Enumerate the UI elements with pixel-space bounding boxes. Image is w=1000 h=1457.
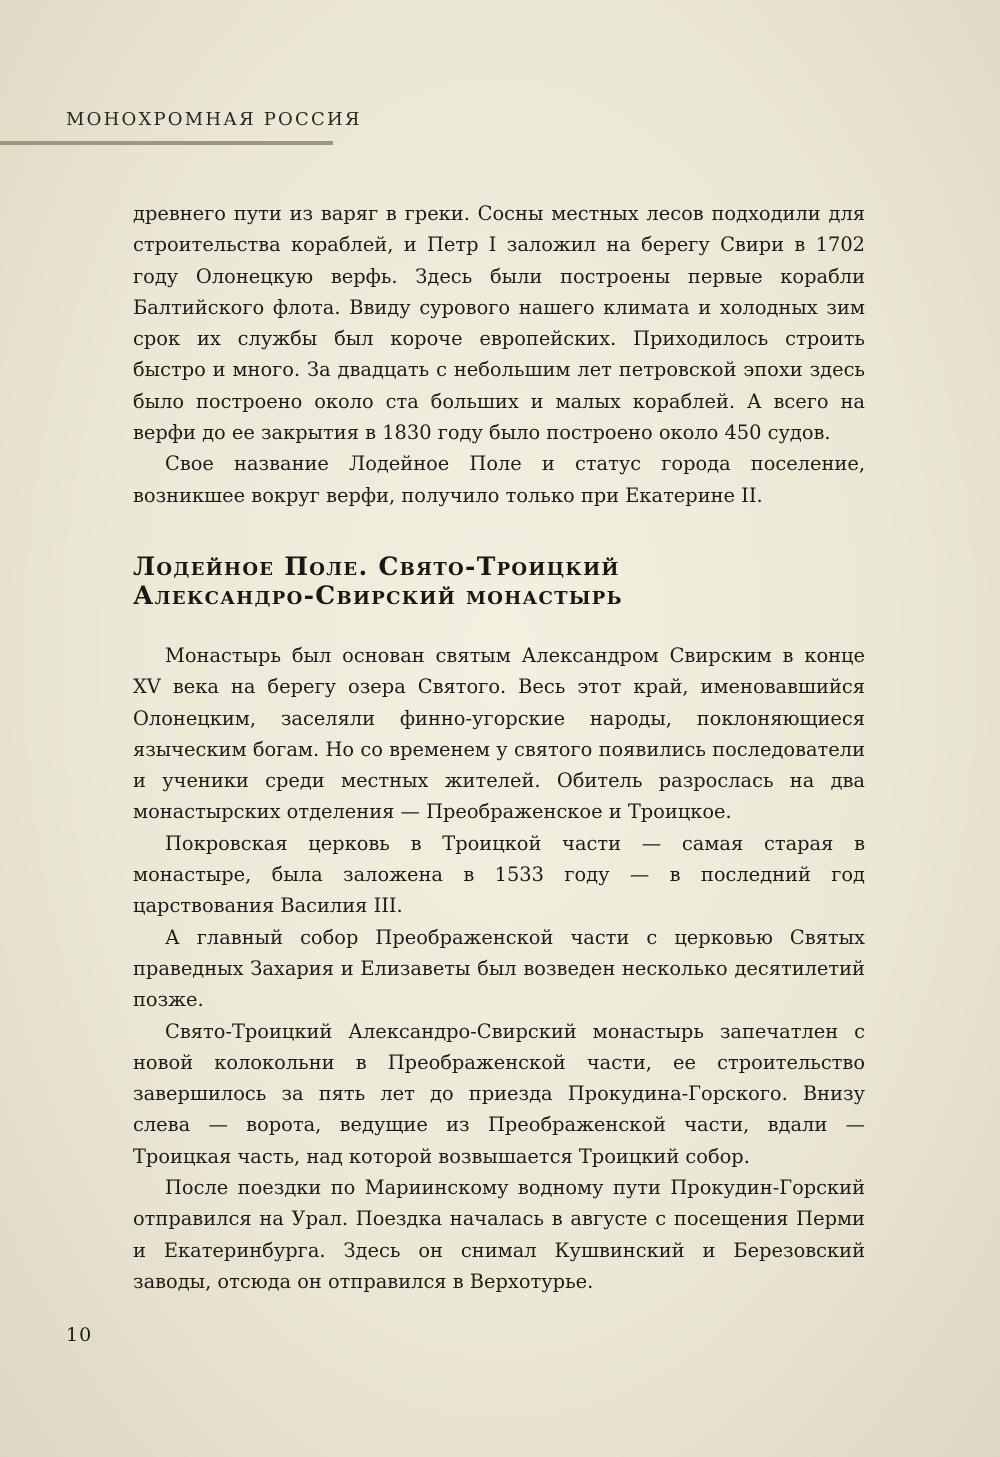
paragraph: древнего пути из варяг в греки. Сосны местных лесов подходили для строительства кораблей, и Петр I заложил на берегу Свири в 1702 году Олонецкую верфь. Здесь были построены первые корабли Балтийского флота. Ввиду сурового нашего климата и холодных зим срок их службы был короче европейских. Приходилось строить быстро и много. За двадцать с небольшим лет петровской эпохи здесь было построено около ста больших и малых кораблей. А всего на верфи до ее закрытия в 1830 году было построено около 450 судов.: [133, 202, 865, 445]
paragraph: Монастырь был основан святым Александром Свирским в конце XV века на берегу озера Святого. Весь этот край, именовавшийся Олонецким, заселяли финно-угорские народы, поклоняющиеся языческим богам. Но со временем у святого появились последователи и ученики среди местных жителей. Обитель разрослась на два монастырских отделения — Преображенское и Троицкое.: [133, 644, 865, 824]
paragraph: Свое название Лодейное Поле и статус города поселение, возникшее вокруг верфи, получило только при Екатерине II.: [133, 452, 865, 507]
paragraph: А главный собор Преображенской части с церковью Святых праведных Захария и Елизаветы был возведен несколько десятилетий позже.: [133, 925, 865, 1012]
section-heading-line: Лодейное Поле. Свято-Троицкий: [133, 552, 620, 581]
paragraph: Покровская церковь в Троицкой части — самая старая в монастыре, была заложена в 1533 году — в последний год царствования Василия III.: [133, 831, 865, 918]
intro-text: [133, 198, 865, 511]
page-number: 10: [66, 1324, 93, 1346]
section-heading-line: Александро-Свирский монастырь: [133, 581, 623, 610]
section-text: [133, 640, 865, 1297]
header-rule: [0, 141, 333, 145]
paragraph: Свято-Троицкий Александро-Свирский монастырь запечатлен с новой колокольни в Преображенской части, ее строительство завершилось за пять лет до приезда Прокудина-Горского. Внизу слева — ворота, ведущие из Преображенской части, вдали — Троицкая часть, над которой возвышается Троицкий собор.: [133, 1019, 865, 1168]
running-head: МОНОХРОМНАЯ РОССИЯ: [66, 109, 362, 130]
paragraph: После поездки по Мариинскому водному пути Прокудин-Горский отправился на Урал. Поездка началась в августе с посещения Перми и Екатеринбурга. Здесь он снимал Кушвинский и Березовский заводы, отсюда он отправился в Верхотурье.: [133, 1176, 865, 1293]
section-heading: [133, 552, 873, 610]
